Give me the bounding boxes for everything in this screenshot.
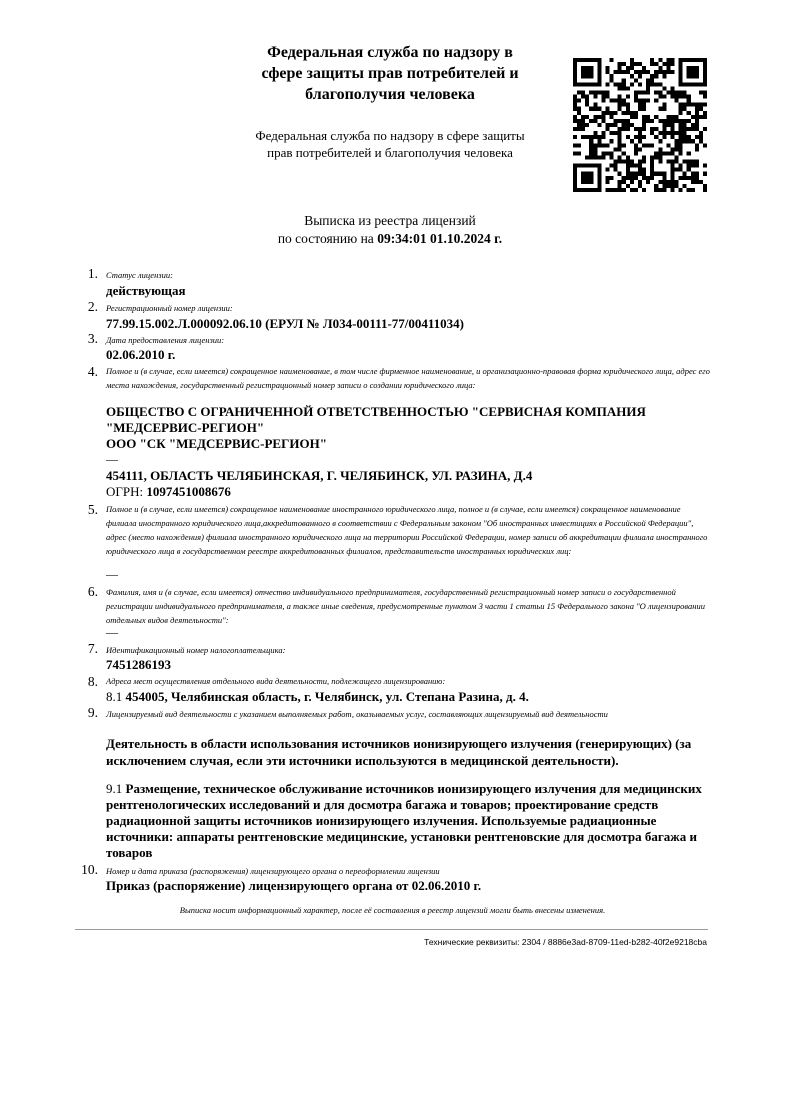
item-number: 7.: [87, 641, 98, 656]
legal-entity-label: Полное и (в случае, если имеется) сокращенное наименование, в том числе фирменное наименование, и организационно-правовая форма юридического лица, адрес его места нахождения, государственный регистрационный номер записи о создании юридического лица:: [106, 366, 710, 390]
inn-label: Идентификационный номер налогоплательщика:: [106, 645, 286, 655]
issue-date-label: Дата предоставления лицензии:: [106, 335, 225, 345]
item-number: 10.: [81, 862, 98, 877]
foreign-entity-label: Полное и (в случае, если имеется) сокращенное наименование иностранного юридического лица, полное и (в случае, если имеется) сокращенное наименование филиала иностранного юридического лица,аккредитованного в соответствии с Федеральным законом "Об иностранных инвестициях в Российской Федерации", адрес (место нахождения) филиала иностранного юридического лица на территории Российской Федерации, номер записи об аккредитации филиала иностранного юридического лица в государственном реестре аккредитованных филиалов, представительств иностранных юридических лиц:: [106, 504, 708, 556]
extract-date-line: [180, 230, 600, 248]
entrepreneur-label: Фамилия, имя и (в случае, если имеется) отчество индивидуального предпринимателя, государственный регистрационный номер записи о государственной регистрации индивидуального предпринимателя, а также иные сведения, предусмотренные пунктом 3 части 1 статьи 15 Федерального закона "О лицензировании отдельных видов деятельности":: [106, 587, 705, 625]
activity-address-index: 8.1: [106, 689, 126, 704]
ogrn-label: ОГРН:: [106, 484, 147, 499]
item-number: 9.: [87, 705, 98, 720]
issue-date-value: 02.06.2010 г.: [106, 347, 176, 362]
license-status-label: Статус лицензии:: [106, 270, 173, 280]
extract-heading: [180, 212, 600, 248]
agency-title: [215, 42, 565, 105]
ogrn-line: [106, 484, 711, 500]
legal-entity-full-name-line: ОБЩЕСТВО С ОГРАНИЧЕННОЙ ОТВЕТСТВЕННОСТЬЮ "СЕРВИСНАЯ КОМПАНИЯ: [106, 404, 646, 419]
activity-type-label: Лицензируемый вид деятельности с указанием выполняемых работ, оказываемых услуг, составляющих лицензируемый вид деятельности: [106, 709, 608, 719]
activity-work-line: [106, 781, 711, 861]
item-number: 6.: [87, 584, 98, 599]
reissue-order-value: Приказ (распоряжение) лицензирующего органа от 02.06.2010 г.: [106, 878, 482, 893]
activity-address-label: Адреса мест осуществления отдельного вида деятельности, подлежащего лицензированию:: [106, 676, 446, 686]
registration-number-value: 77.99.15.002.Л.000092.06.10 (ЕРУЛ № Л034-00111-77/00411034): [106, 316, 465, 331]
reissue-order-label: Номер и дата приказа (распоряжения) лицензирующего органа о переоформлении лицензии: [106, 866, 440, 876]
disclaimer-note: Выписка носит информационный характер, после её составления в реестр лицензий могли быть внесены изменения.: [179, 905, 606, 915]
activity-work-value: Размещение, техническое обслуживание источников ионизирующего излучения для медицинских рентгенологических исследований и для досмотра багажа и товаров; проектирование средств радиационной защиты источников ионизирующего излучения. Используемые радиационные источники: аппараты рентгеновские медицинские, установки рентгеновские для досмотра багажа и товаров: [106, 781, 702, 860]
agency-title-line: благополучия человека: [305, 86, 475, 103]
item-number: 5.: [87, 502, 98, 517]
empty-dash: —: [106, 452, 118, 466]
extract-title: Выписка из реестра лицензий: [304, 213, 476, 228]
activity-work-index: 9.1: [106, 781, 126, 796]
ogrn-value: 1097451008676: [146, 484, 231, 499]
activity-type-value: Деятельность в области использования источников ионизирующего излучения (генерирующих) (за исключением случая, если эти источники используются в медицинской деятельности).: [106, 736, 692, 768]
technical-details: Технические реквизиты: 2304 / 8886e3ad-8709-11ed-b282-40f2e9218cba: [424, 937, 707, 947]
item-number: 3.: [87, 331, 98, 346]
item-number: 2.: [87, 299, 98, 314]
extract-datetime: 09:34:01 01.10.2024 г.: [377, 231, 503, 246]
activity-address-value: 454005, Челябинская область, г. Челябинск, ул. Степана Разина, д. 4.: [125, 689, 529, 704]
inn-value: 7451286193: [106, 657, 171, 672]
agency-title-line: сфере защиты прав потребителей и: [261, 65, 519, 82]
agency-subtitle-line: Федеральная служба по надзору в сфере защиты: [255, 128, 525, 143]
agency-subtitle-line: прав потребителей и благополучия человека: [267, 145, 513, 160]
entrepreneur-value: —: [106, 625, 118, 639]
item-number: 8.: [87, 674, 98, 689]
extract-date-prefix: по состоянию на: [277, 231, 378, 246]
legal-entity-short-name: ООО "СК "МЕДСЕРВИС-РЕГИОН": [106, 436, 327, 451]
agency-title-line: Федеральная служба по надзору в: [267, 44, 513, 61]
footer-divider: [75, 929, 708, 930]
qr-code-icon: [573, 58, 707, 192]
item-number: 1.: [87, 266, 98, 281]
agency-subtitle: [215, 127, 565, 161]
foreign-entity-value: —: [106, 567, 118, 581]
legal-entity-address: 454111, ОБЛАСТЬ ЧЕЛЯБИНСКАЯ, Г. ЧЕЛЯБИНСК, УЛ. РАЗИНА, Д.4: [106, 468, 533, 483]
license-status-value: действующая: [106, 283, 186, 298]
registration-number-label: Регистрационный номер лицензии:: [106, 303, 233, 313]
item-number: 4.: [87, 364, 98, 379]
legal-entity-full-name-line: "МЕДСЕРВИС-РЕГИОН": [106, 420, 265, 435]
activity-address-line: [106, 689, 711, 705]
